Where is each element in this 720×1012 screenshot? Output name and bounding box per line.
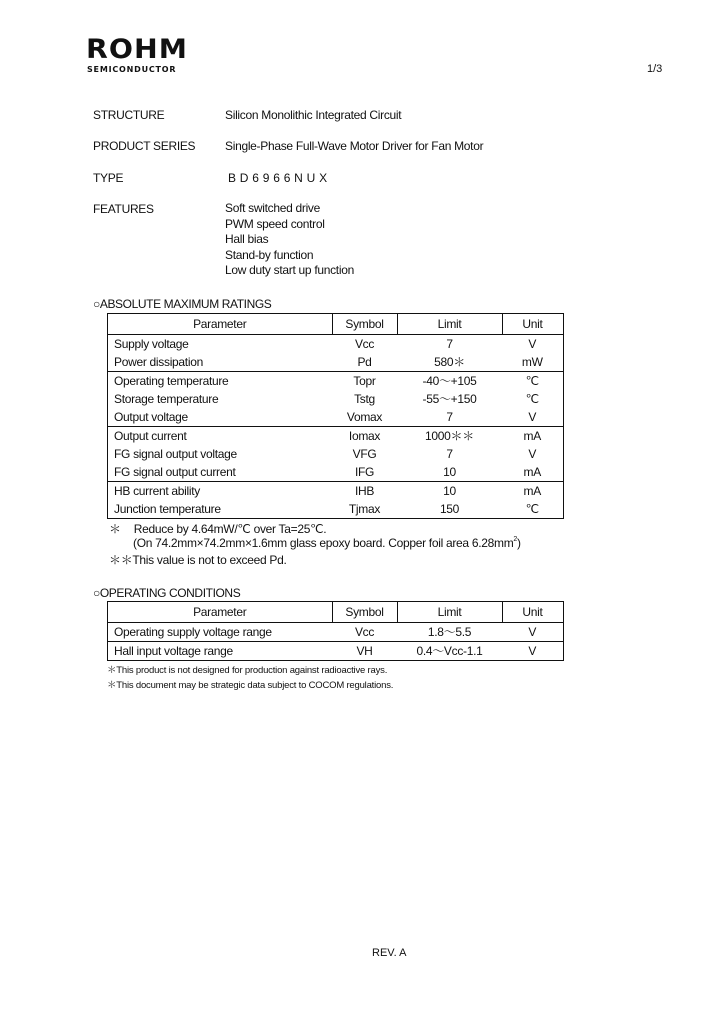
features-list <box>225 201 354 279</box>
cell-limit: 0.4～Vcc-1.1 <box>397 642 502 661</box>
table-row <box>108 445 564 463</box>
cell-parameter: Storage temperature <box>108 390 333 408</box>
features-label: FEATURES <box>93 202 154 216</box>
cell-parameter: Power dissipation <box>108 353 333 372</box>
table-header-row <box>108 314 564 335</box>
rohm-logo-subtitle: SEMICONDUCTOR <box>87 65 177 74</box>
structure-value: Silicon Monolithic Integrated Circuit <box>225 108 402 122</box>
op-cond-table <box>107 601 564 661</box>
cell-unit: V <box>502 445 563 463</box>
cell-symbol: IHB <box>332 482 397 501</box>
rohm-logo: ROHM <box>86 34 189 65</box>
table-row <box>108 623 564 642</box>
table-row <box>108 463 564 482</box>
cell-symbol: Vcc <box>354 337 375 351</box>
note-1-superscript: 2 <box>513 536 517 543</box>
cell-limit: 1000＊＊ <box>397 427 502 446</box>
header-parameter: Parameter <box>108 602 333 623</box>
cell-symbol: IFG <box>354 465 375 479</box>
feature-item: Low duty start up function <box>225 263 354 277</box>
cell-parameter: Junction temperature <box>108 500 333 519</box>
cell-limit: 580＊ <box>434 355 465 369</box>
table-row <box>108 353 564 372</box>
header-symbol: Symbol <box>332 314 397 335</box>
cell-unit: mA <box>502 482 563 501</box>
cell-parameter: Hall input voltage range <box>108 642 333 661</box>
op-cond-title: ○OPERATING CONDITIONS <box>93 586 241 600</box>
type-value: BD6966NUX <box>228 171 331 185</box>
cell-unit: V <box>502 408 563 427</box>
cell-symbol: Vomax <box>346 410 383 424</box>
header-limit: Limit <box>397 602 502 623</box>
cell-unit: V <box>502 623 563 642</box>
cell-limit: 7 <box>446 337 453 351</box>
table-row <box>108 427 564 446</box>
table-row <box>108 642 564 661</box>
feature-item: Soft switched drive <box>225 201 321 215</box>
cell-unit: mA <box>502 463 563 482</box>
structure-label: STRUCTURE <box>93 108 165 122</box>
cell-parameter: HB current ability <box>108 482 333 501</box>
cell-symbol: VFG <box>352 447 377 461</box>
disclaimer-cocom: ＊This document may be strategic data subject to COCOM regulations. <box>107 680 394 691</box>
header-limit: Limit <box>397 314 502 335</box>
table-row <box>108 500 564 519</box>
note-1-mark: ＊ <box>109 522 121 536</box>
cell-symbol: Topr <box>332 372 397 391</box>
cell-parameter: Output current <box>108 427 333 446</box>
cell-limit: -40～+105 <box>397 372 502 391</box>
header-unit: Unit <box>502 314 563 335</box>
disclaimer-radioactive: ＊This product is not designed for production against radioactive rays. <box>107 665 388 676</box>
header-parameter: Parameter <box>108 314 333 335</box>
note-1 <box>109 520 326 537</box>
cell-limit: -55～+150 <box>422 392 477 406</box>
cell-parameter: Supply voltage <box>108 335 333 354</box>
note-1-board <box>133 536 521 550</box>
cell-parameter: FG signal output current <box>108 463 333 482</box>
cell-limit: 7 <box>446 410 453 424</box>
table-row <box>108 335 564 354</box>
abs-max-title: ○ABSOLUTE MAXIMUM RATINGS <box>93 297 272 311</box>
cell-unit: mW <box>502 353 563 372</box>
revision-label: REV. A <box>372 947 407 959</box>
cell-parameter: Output voltage <box>108 408 333 427</box>
cell-limit: 7 <box>446 447 453 461</box>
cell-parameter: FG signal output voltage <box>108 445 333 463</box>
product-series-label: PRODUCT SERIES <box>93 139 196 153</box>
cell-symbol: Tjmax <box>332 500 397 519</box>
note-2: ＊＊This value is not to exceed Pd. <box>109 553 287 567</box>
note-1-board-text: (On 74.2mm×74.2mm×1.6mm glass epoxy board. Copper foil area 6.28mm <box>133 536 514 550</box>
cell-unit: ℃ <box>502 390 563 408</box>
product-series-value: Single-Phase Full-Wave Motor Driver for Fan Motor <box>225 139 484 153</box>
feature-item: Stand-by function <box>225 247 314 262</box>
table-row <box>108 390 564 408</box>
cell-symbol: Tstg <box>354 392 375 406</box>
note-1-close: ) <box>516 536 521 550</box>
type-label: TYPE <box>93 171 124 185</box>
cell-unit: mA <box>502 427 563 446</box>
cell-unit: ℃ <box>502 500 563 519</box>
table-row <box>108 372 564 391</box>
abs-max-table <box>107 313 564 519</box>
cell-unit: V <box>502 642 563 661</box>
table-row <box>108 408 564 427</box>
cell-symbol: Iomax <box>332 427 397 446</box>
cell-unit: V <box>502 335 563 354</box>
cell-symbol: Vcc <box>332 623 397 642</box>
cell-symbol: VH <box>332 642 397 661</box>
header-symbol: Symbol <box>332 602 397 623</box>
feature-item: Hall bias <box>225 232 269 246</box>
cell-limit: 150 <box>397 500 502 519</box>
cell-parameter: Operating supply voltage range <box>108 623 333 642</box>
feature-item: PWM speed control <box>225 216 325 231</box>
table-row <box>108 482 564 501</box>
cell-parameter: Operating temperature <box>108 372 333 391</box>
note-1-text: Reduce by 4.64mW/℃ over Ta=25℃. <box>133 522 327 536</box>
header-unit: Unit <box>502 602 563 623</box>
cell-limit: 10 <box>443 465 456 479</box>
page-number: 1/3 <box>647 63 663 75</box>
cell-symbol: Pd <box>357 355 372 369</box>
cell-limit: 10 <box>397 482 502 501</box>
cell-unit: ℃ <box>502 372 563 391</box>
cell-limit: 1.8～5.5 <box>397 623 502 642</box>
table-header-row <box>108 602 564 623</box>
